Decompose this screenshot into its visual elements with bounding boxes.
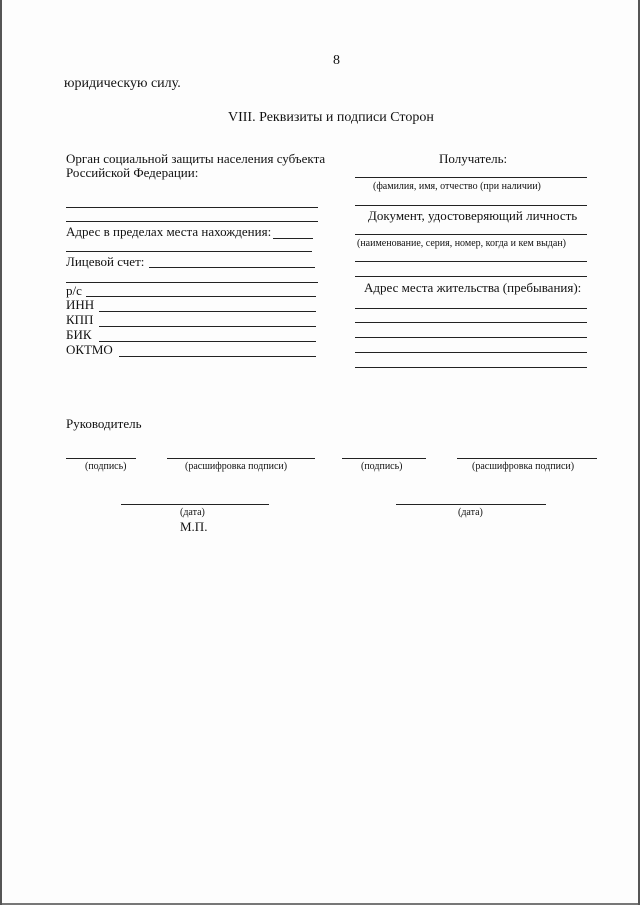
right-date-line[interactable] (396, 504, 546, 505)
inn-label: ИНН (66, 297, 95, 312)
org-line-2: Российской Федерации: (66, 165, 199, 180)
address-field-line[interactable] (66, 251, 312, 252)
recipient-fio-line-2[interactable] (355, 205, 587, 206)
section-title: VIII. Реквизиты и подписи Сторон (228, 110, 434, 125)
id-doc-field[interactable] (355, 234, 587, 235)
residence-line-1[interactable] (355, 308, 587, 309)
recipient-fio-field[interactable] (355, 177, 587, 178)
seal-label: М.П. (180, 519, 208, 534)
left-date-line[interactable] (121, 504, 269, 505)
fio-caption: (фамилия, имя, отчество (при наличии) (373, 181, 541, 192)
kpp-label: КПП (66, 312, 94, 327)
bik-label: БИК (66, 327, 92, 342)
right-decode-line[interactable] (457, 458, 597, 459)
oktmo-label: ОКТМО (66, 342, 113, 357)
page-number: 8 (333, 53, 340, 68)
rs-field[interactable] (86, 296, 316, 297)
right-date-caption: (дата) (458, 507, 483, 518)
left-sign-caption: (подпись) (85, 461, 127, 472)
left-date-caption: (дата) (180, 507, 205, 518)
intro-text: юридическую силу. (64, 76, 181, 91)
inn-field[interactable] (99, 311, 316, 312)
left-sign-line[interactable] (66, 458, 136, 459)
residence-line-3[interactable] (355, 337, 587, 338)
address-field-short[interactable] (273, 238, 313, 239)
kpp-field[interactable] (99, 326, 316, 327)
residence-line-5[interactable] (355, 367, 587, 368)
id-doc-line-2[interactable] (355, 261, 587, 262)
left-decode-line[interactable] (167, 458, 315, 459)
right-sign-line[interactable] (342, 458, 426, 459)
residence-label: Адрес места жительства (пребывания): (364, 280, 582, 295)
left-decode-caption: (расшифровка подписи) (185, 461, 288, 472)
address-label: Адрес в пределах места нахождения: (66, 224, 272, 239)
right-decode-caption: (расшифровка подписи) (472, 461, 575, 472)
account-label: Лицевой счет: (66, 254, 145, 269)
org-line-1: Орган социальной защиты населения субъекта (66, 151, 326, 166)
id-doc-line-3[interactable] (355, 276, 587, 277)
oktmo-field[interactable] (119, 356, 316, 357)
id-doc-caption: (наименование, серия, номер, когда и кем выдан) (357, 238, 566, 249)
account-field-line-2[interactable] (66, 282, 318, 283)
org-name-line-1[interactable] (66, 207, 318, 208)
id-doc-label: Документ, удостоверяющий личность (368, 208, 578, 223)
recipient-label: Получатель: (439, 151, 508, 166)
residence-line-4[interactable] (355, 352, 587, 353)
account-field[interactable] (149, 267, 315, 268)
residence-line-2[interactable] (355, 322, 587, 323)
right-sign-caption: (подпись) (361, 461, 403, 472)
head-label: Руководитель (66, 416, 142, 431)
rs-label: р/с (66, 283, 82, 298)
org-name-line-2[interactable] (66, 221, 318, 222)
bik-field[interactable] (99, 341, 316, 342)
